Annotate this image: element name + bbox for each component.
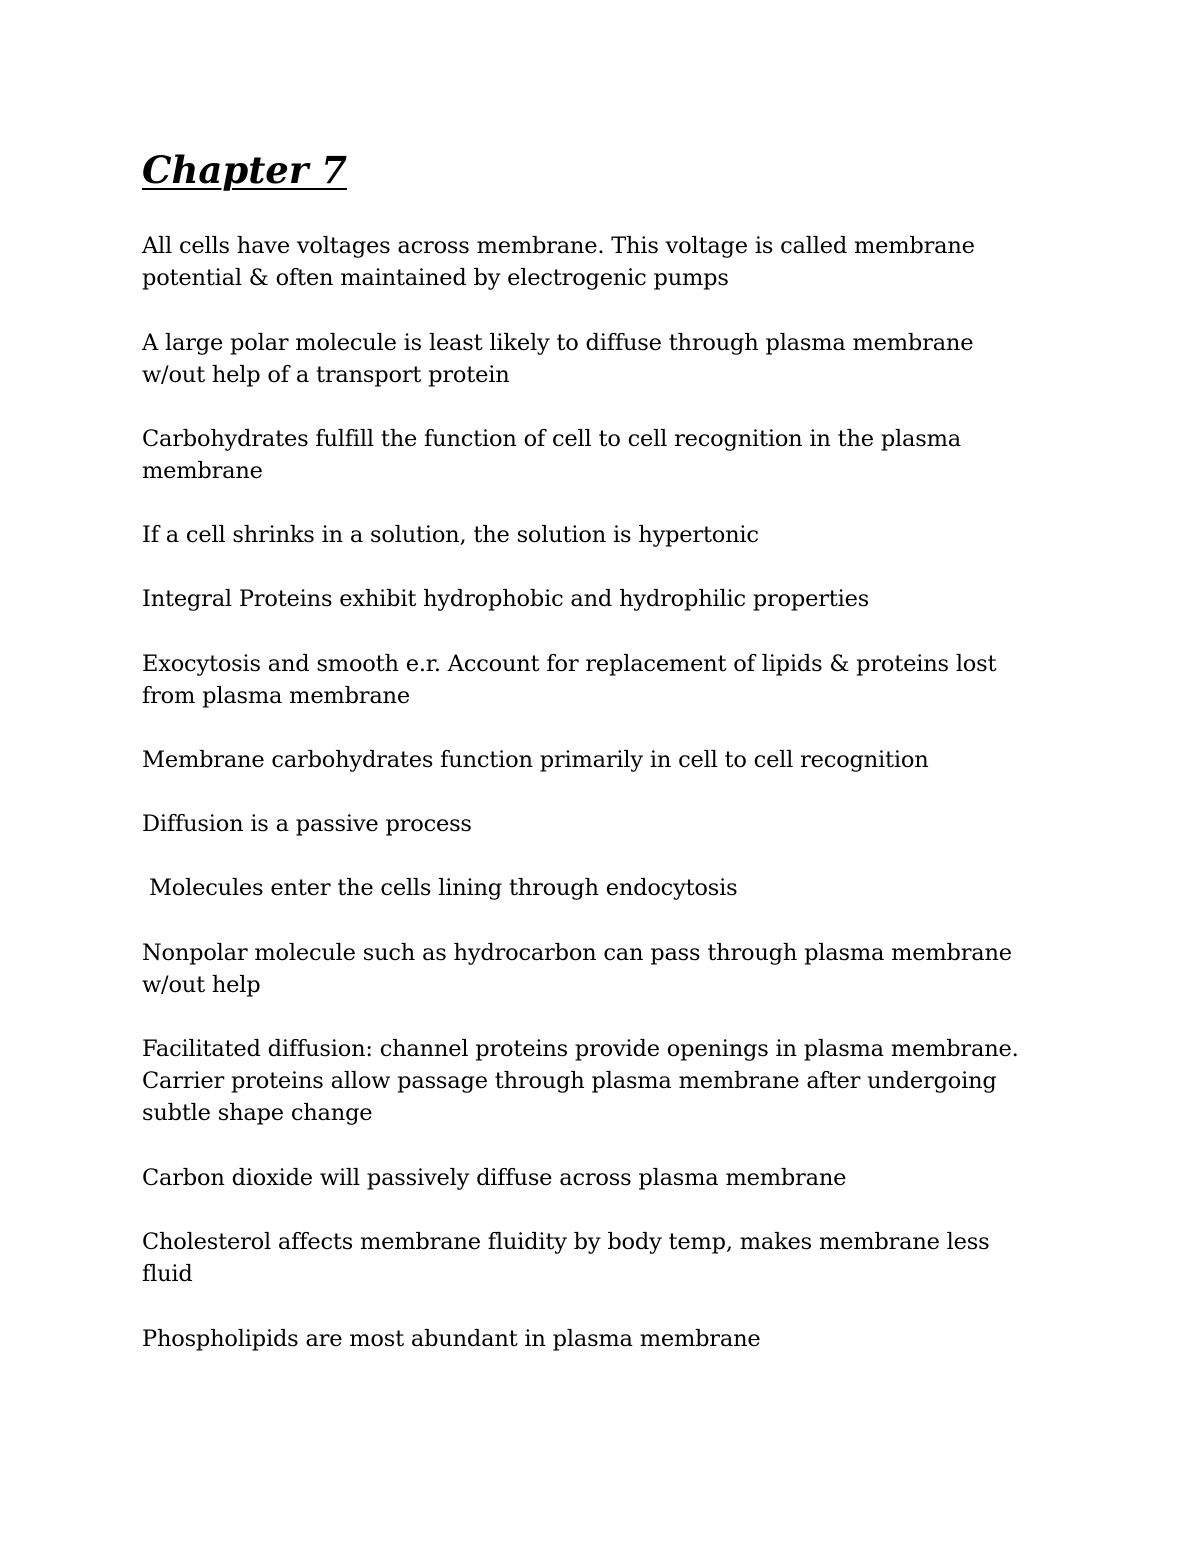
text-line: from plasma membrane (142, 683, 410, 709)
paragraph (142, 1226, 1102, 1290)
paragraph (142, 583, 1102, 615)
text-line: fluid (142, 1261, 193, 1287)
text-line: Diffusion is a passive process (142, 811, 472, 837)
text-line: Carrier proteins allow passage through plasma membrane after undergoing (142, 1068, 997, 1094)
text-line: Exocytosis and smooth e.r. Account for replacement of lipids & proteins lost (142, 651, 997, 677)
text-line: w/out help of a transport protein (142, 362, 510, 388)
text-line: Molecules enter the cells lining through endocytosis (142, 875, 738, 901)
text-line: membrane (142, 458, 263, 484)
paragraph (142, 744, 1102, 776)
paragraph (142, 519, 1102, 551)
paragraph (142, 872, 1102, 904)
text-line: Carbon dioxide will passively diffuse across plasma membrane (142, 1165, 847, 1191)
page-title: Chapter 7 (142, 148, 347, 192)
paragraph (142, 937, 1102, 1001)
paragraph (142, 808, 1102, 840)
text-line: potential & often maintained by electrogenic pumps (142, 265, 729, 291)
text-line: Membrane carbohydrates function primarily in cell to cell recognition (142, 747, 929, 773)
text-line: Facilitated diffusion: channel proteins provide openings in plasma membrane. (142, 1036, 1019, 1062)
text-line: subtle shape change (142, 1100, 373, 1126)
text-line: Nonpolar molecule such as hydrocarbon can pass through plasma membrane (142, 940, 1012, 966)
paragraph (142, 1033, 1102, 1129)
text-line: If a cell shrinks in a solution, the solution is hypertonic (142, 522, 759, 548)
text-line: A large polar molecule is least likely to diffuse through plasma membrane (142, 330, 974, 356)
paragraph (142, 1323, 1102, 1355)
text-line: Cholesterol affects membrane fluidity by body temp, makes membrane less (142, 1229, 990, 1255)
text-line: All cells have voltages across membrane. This voltage is called membrane (142, 233, 975, 259)
text-line: w/out help (142, 972, 261, 998)
paragraph (142, 230, 1102, 294)
paragraph (142, 423, 1102, 487)
text-line: Carbohydrates fulfill the function of cell to cell recognition in the plasma (142, 426, 961, 452)
paragraph (142, 327, 1102, 391)
text-line: Integral Proteins exhibit hydrophobic and hydrophilic properties (142, 586, 870, 612)
paragraph (142, 1162, 1102, 1194)
text-line: Phospholipids are most abundant in plasma membrane (142, 1326, 761, 1352)
paragraph (142, 648, 1102, 712)
